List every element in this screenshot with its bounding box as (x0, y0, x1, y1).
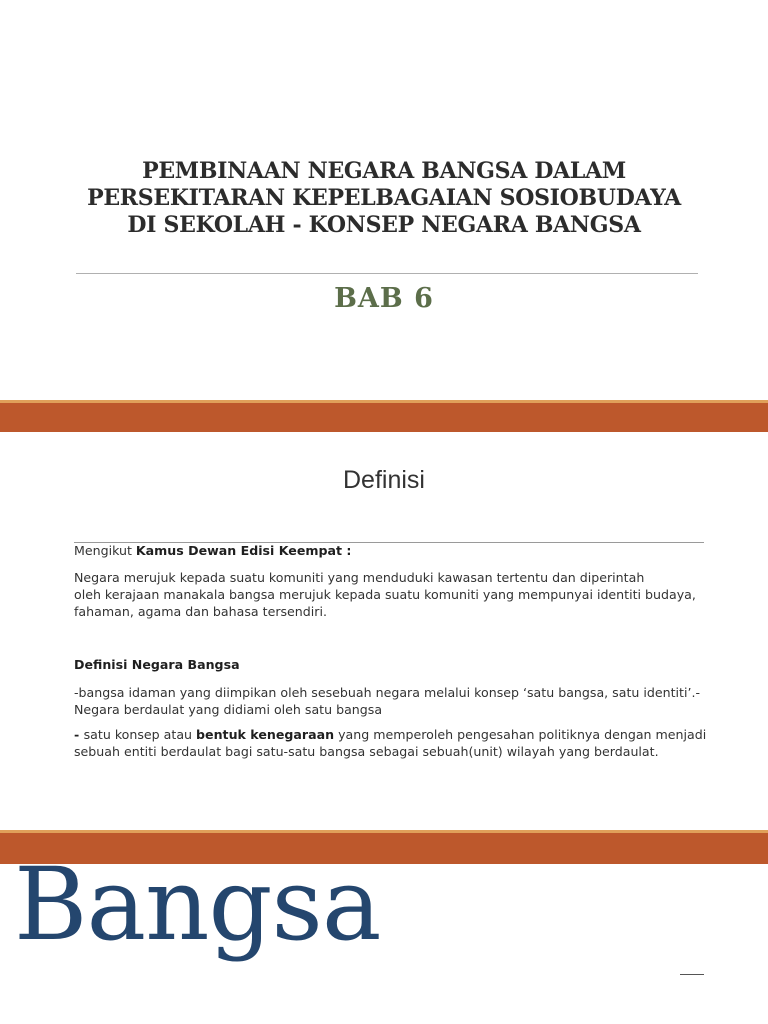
slide-title (60, 158, 708, 239)
definition-line-1: Negara merujuk kepada suatu komuniti yang menduduki kawasan tertentu dan diperintah (74, 570, 645, 585)
slide-separator-band-1 (0, 403, 768, 432)
point-1-line-1: -bangsa idaman yang diimpikan oleh sesebuah negara melalui konsep ‘satu bangsa, satu identiti’.- (74, 685, 701, 700)
subheading-text: Definisi Negara Bangsa (74, 657, 240, 672)
point-2-post: yang memperoleh pengesahan politiknya dengan menjadi (334, 727, 707, 742)
point-2-pre: satu konsep atau (83, 727, 197, 742)
point-2-line-1 (74, 726, 724, 743)
title-divider (76, 273, 698, 274)
point-2-dash: - (74, 727, 84, 742)
slide-separator-band-2 (0, 833, 768, 864)
definition-paragraph (74, 569, 724, 620)
definition-line-2: oleh kerajaan manakala bangsa merujuk kepada suatu komuniti yang mempunyai identiti budaya, (74, 587, 696, 602)
source-prefix: Mengikut (74, 543, 136, 558)
definition-line-3: fahaman, agama dan bahasa tersendiri. (74, 604, 327, 619)
source-line (74, 542, 724, 559)
slide-title-line-1: PEMBINAAN NEGARA BANGSA DALAM (142, 158, 626, 184)
point-2 (74, 726, 724, 760)
point-2-bold: bentuk kenegaraan (196, 727, 335, 742)
title-slide (0, 0, 768, 400)
point-1 (74, 684, 724, 718)
slide-title-line-3: DI SEKOLAH - KONSEP NEGARA BANGSA (127, 212, 641, 238)
slide-title-line-2: PERSEKITARAN KEPELBAGAIAN SOSIOBUDAYA (87, 185, 681, 211)
subheading (74, 656, 724, 673)
bangsa-slide (0, 864, 768, 1024)
definition-slide (0, 432, 768, 830)
small-divider (680, 974, 704, 975)
big-title-word: Bangsa (14, 864, 381, 963)
point-1-line-2: Negara berdaulat yang didiami oleh satu bangsa (74, 702, 383, 717)
slide-subtitle: BAB 6 (334, 283, 434, 314)
slide-heading: Definisi (343, 466, 425, 494)
source-title: Kamus Dewan Edisi Keempat : (135, 543, 352, 558)
point-2-line-2: sebuah entiti berdaulat bagi satu-satu bangsa sebagai sebuah(unit) wilayah yang berdaulat. (74, 744, 659, 759)
